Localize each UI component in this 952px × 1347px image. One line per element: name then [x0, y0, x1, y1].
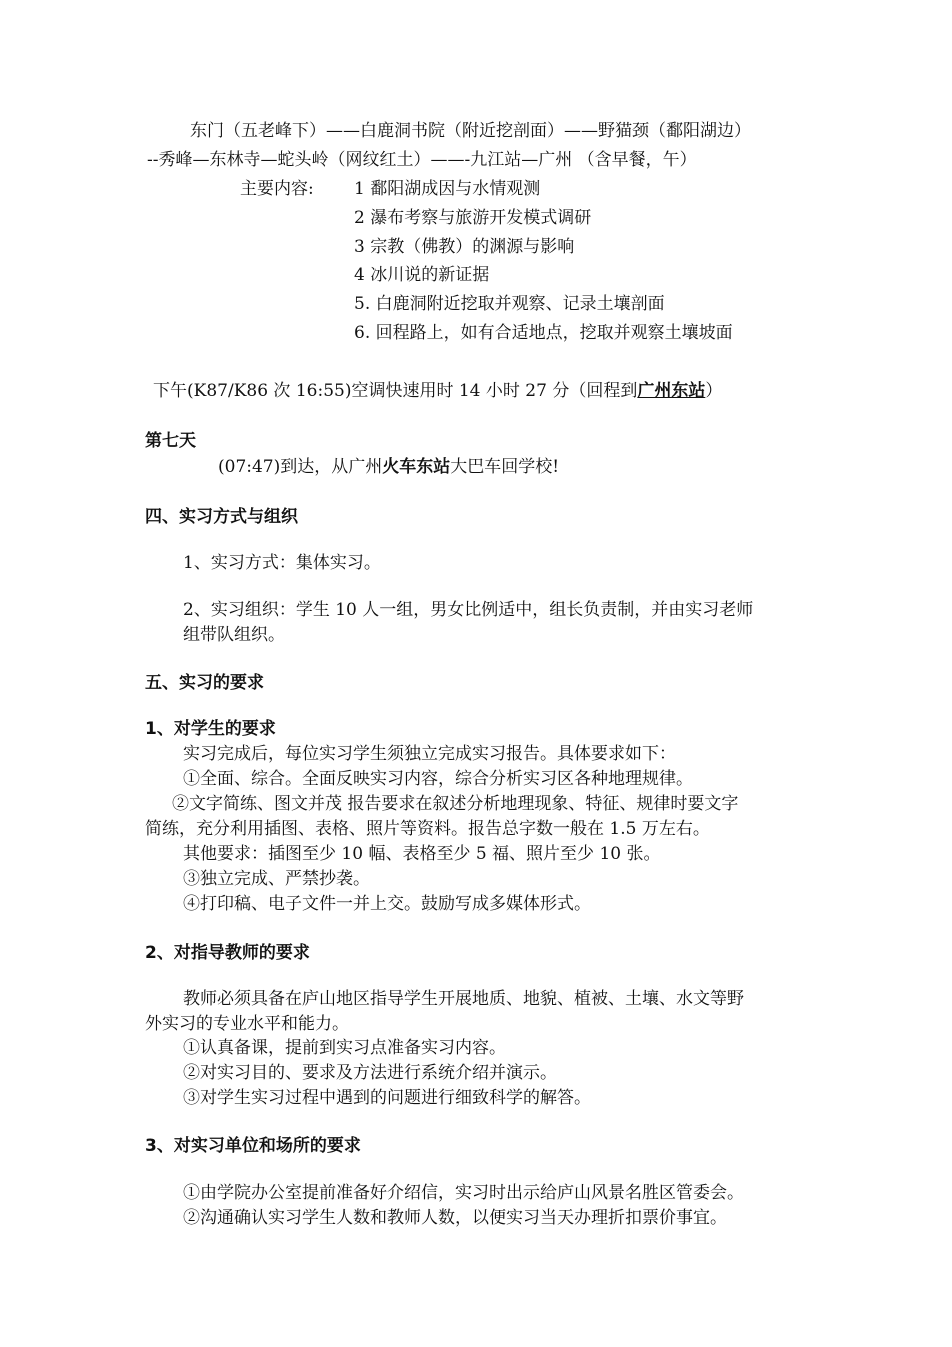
student-requirements-heading: 1、对学生的要求 — [145, 719, 276, 739]
student-requirement-line: ③独立完成、严禁抄袭。 — [183, 869, 370, 889]
student-requirement-line: ②文字简练、图文并茂 报告要求在叙述分析地理现象、特征、规律时要文字 — [172, 794, 739, 814]
main-content-item: 4 冰川说的新证据 — [354, 265, 490, 285]
section-4-heading: 四、实习方式与组织 — [145, 507, 298, 527]
unit-requirement-line: ①由学院办公室提前准备好介绍信，实习时出示给庐山风景名胜区管委会。 — [183, 1183, 744, 1203]
guangzhou-east-station: 广州东站 — [637, 381, 706, 401]
teacher-requirement-line: ②对实习目的、要求及方法进行系统介绍并演示。 — [183, 1063, 557, 1083]
main-content-item: 3 宗教（佛教）的渊源与影响 — [354, 237, 575, 257]
teacher-requirement-line: 教师必须具备在庐山地区指导学生开展地质、地貌、植被、土壤、水文等野 — [183, 989, 744, 1009]
section-5-heading: 五、实习的要求 — [145, 673, 264, 693]
teacher-requirement-line: ①认真备课，提前到实习点准备实习内容。 — [183, 1038, 506, 1058]
teacher-requirements-heading: 2、对指导教师的要求 — [145, 943, 310, 963]
student-requirement-line: 实习完成后，每位实习学生须独立完成实习报告。具体要求如下： — [183, 744, 676, 764]
section-4-item-1: 1、实习方式：集体实习。 — [183, 553, 381, 573]
route-line-2: --秀峰—东林寺—蛇头岭（网纹红土）——-九江站—广州 （含早餐，午） — [147, 150, 697, 170]
student-requirement-line: 简练，充分利用插图、表格、照片等资料。报告总字数一般在 1.5 万左右。 — [145, 819, 710, 839]
day7-heading: 第七天 — [145, 431, 196, 451]
main-content-item: 2 瀑布考察与旅游开发模式调研 — [354, 208, 592, 228]
afternoon-train-text: 下午(K87/K86 次 16:55)空调快速用时 14 小时 27 分（回程到 — [153, 381, 638, 401]
unit-requirement-line: ②沟通确认实习学生人数和教师人数，以便实习当天办理折扣票价事宜。 — [183, 1208, 727, 1228]
main-content-item: 5. 白鹿洞附近挖取并观察、记录土壤剖面 — [354, 294, 665, 314]
unit-requirements-heading: 3、对实习单位和场所的要求 — [145, 1136, 361, 1156]
day7-bus-text: 大巴车回学校! — [450, 457, 560, 477]
main-content-label: 主要内容: — [240, 179, 314, 199]
train-east-station: 火车东站 — [382, 457, 451, 477]
main-content-item: 1 鄱阳湖成因与水情观测 — [354, 179, 541, 199]
student-requirement-line: 其他要求：插图至少 10 幅、表格至少 5 福、照片至少 10 张。 — [183, 844, 661, 864]
section-4-item-2: 2、实习组织：学生 10 人一组，男女比例适中，组长负责制，并由实习老师 — [183, 600, 754, 620]
main-content-item: 6. 回程路上，如有合适地点，挖取并观察土壤坡面 — [354, 323, 733, 343]
afternoon-train-line — [153, 380, 722, 402]
student-requirement-line: ①全面、综合。全面反映实习内容，综合分析实习区各种地理规律。 — [183, 769, 693, 789]
day7-arrival-line — [218, 456, 559, 478]
section-4-item-2-cont: 组带队组织。 — [183, 625, 285, 645]
afternoon-train-close: ） — [705, 381, 723, 401]
route-line-1: 东门（五老峰下）——白鹿洞书院（附近挖剖面）——野猫颈（鄱阳湖边） — [190, 121, 751, 141]
teacher-requirement-line: 外实习的专业水平和能力。 — [145, 1014, 349, 1034]
student-requirement-line: ④打印稿、电子文件一并上交。鼓励写成多媒体形式。 — [183, 894, 591, 914]
day7-arrival-text: (07:47)到达，从广州 — [218, 457, 383, 477]
teacher-requirement-line: ③对学生实习过程中遇到的问题进行细致科学的解答。 — [183, 1088, 591, 1108]
